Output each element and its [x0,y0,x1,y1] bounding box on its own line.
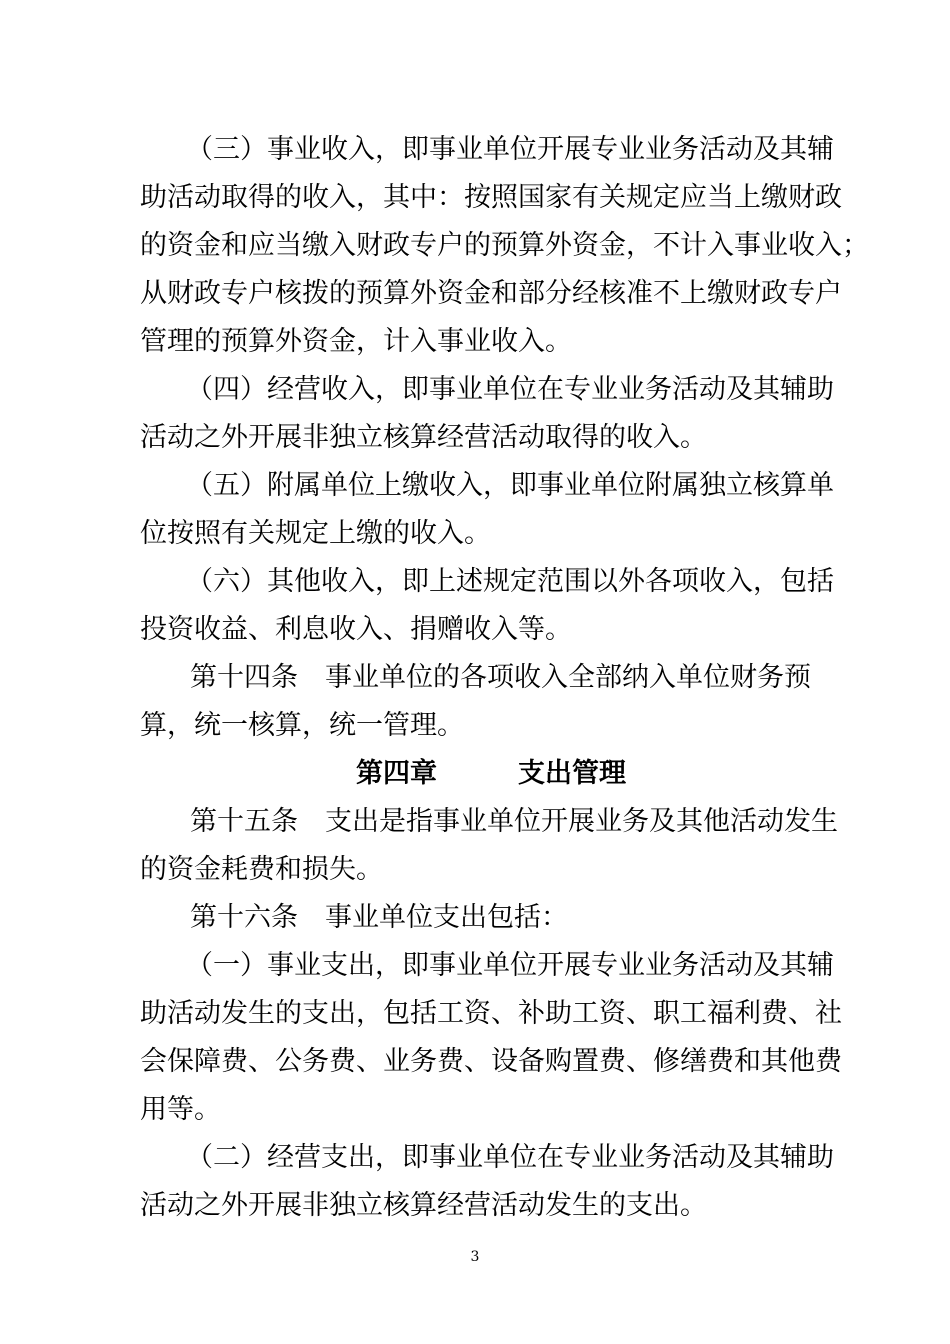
paragraph-line: 活动之外开展非独立核算经营活动取得的收入。 [140,422,707,453]
paragraph-line: 助活动发生的支出，包括工资、补助工资、职工福利费、社 [140,998,842,1029]
article-line: 第十六条 事业单位支出包括： [190,902,568,933]
paragraph-line: （五）附属单位上缴收入，即事业单位附属独立核算单 [186,470,834,501]
paragraph-line: 助活动取得的收入，其中：按照国家有关规定应当上缴财政 [140,182,842,213]
paragraph-line: 活动之外开展非独立核算经营活动发生的支出。 [140,1190,707,1221]
paragraph-line: （一）事业支出，即事业单位开展专业业务活动及其辅 [186,950,834,981]
article-line: 第十五条 支出是指事业单位开展业务及其他活动发生 [190,806,838,837]
paragraph-line: 从财政专户核拨的预算外资金和部分经核准不上缴财政专户 [140,278,842,309]
paragraph-line: （三）事业收入，即事业单位开展专业业务活动及其辅 [186,134,834,165]
paragraph-line: （六）其他收入，即上述规定范围以外各项收入，包括 [186,566,834,597]
paragraph-line: （二）经营支出，即事业单位在专业业务活动及其辅助 [186,1142,834,1173]
paragraph-line: 管理的预算外资金，计入事业收入。 [140,326,572,357]
article-line: 第十四条 事业单位的各项收入全部纳入单位财务预 [190,662,811,693]
paragraph-line: （四）经营收入，即事业单位在专业业务活动及其辅助 [186,374,834,405]
chapter-heading: 第四章 支出管理 [356,758,626,789]
paragraph-line: 用等。 [140,1094,221,1125]
paragraph-line: 会保障费、公务费、业务费、设备购置费、修缮费和其他费 [140,1046,842,1077]
paragraph-line: 位按照有关规定上缴的收入。 [140,518,491,549]
paragraph-line: 投资收益、利息收入、捐赠收入等。 [140,614,572,645]
paragraph-line: 的资金耗费和损失。 [140,854,383,885]
paragraph-line: 的资金和应当缴入财政专户的预算外资金，不计入事业收入； [140,230,869,261]
page-number: 3 [470,1249,480,1265]
paragraph-line: 算，统一核算，统一管理。 [140,710,464,741]
